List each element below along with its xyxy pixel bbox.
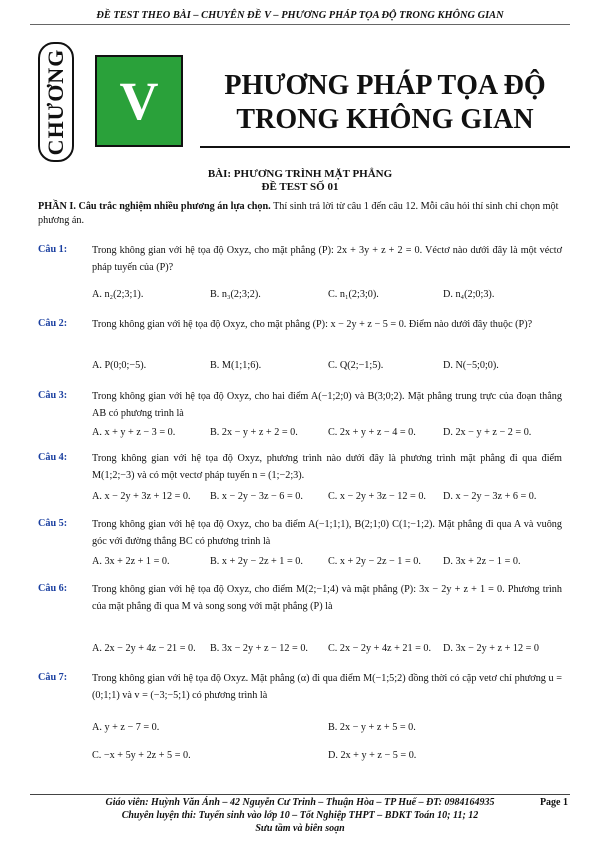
option-d[interactable]: D. 3x − 2y + z + 12 = 0: [443, 643, 539, 654]
option-c[interactable]: C. Q(2;−1;5).: [328, 360, 384, 371]
question-label: Câu 7:: [38, 672, 68, 683]
option-a[interactable]: A. 3x + 2z + 1 = 0.: [92, 556, 170, 567]
option-d[interactable]: D. n₄(2;0;3).: [443, 289, 495, 300]
option-d[interactable]: D. 3x + 2z − 1 = 0.: [443, 556, 521, 567]
footer-credit: Sưu tầm và biên soạn: [255, 823, 345, 834]
question-text: Trong không gian với hệ tọa độ Oxyz, cho ba điểm A(−1;1;1), B(2;1;0) C(1;−1;2). Mặt phẳng đi qua A và vuông góc với đường thẳng BC có phương trình là: [92, 519, 562, 547]
chapter-label: CHƯƠNG: [43, 48, 68, 156]
option-c[interactable]: C. x − 2y + 3z − 12 = 0.: [328, 491, 426, 502]
option-b[interactable]: B. x + 2y − 2z + 1 = 0.: [210, 556, 303, 567]
question-label: Câu 3:: [38, 390, 68, 401]
chapter-number: V: [95, 55, 183, 147]
question-label: Câu 6:: [38, 583, 68, 594]
option-c[interactable]: C. x + 2y − 2z − 1 = 0.: [328, 556, 421, 567]
option-a[interactable]: A. 2x − 2y + 4z − 21 = 0.: [92, 643, 196, 654]
option-b[interactable]: B. x − 2y − 3z − 6 = 0.: [210, 491, 303, 502]
option-d[interactable]: D. x − 2y − 3z + 6 = 0.: [443, 491, 537, 502]
footer-course-info: Chuyên luyện thi: Tuyển sinh vào lớp 10 – Tốt Nghiệp THPT – BDKT Toán 10; 11; 12: [121, 810, 479, 821]
part-instruction: Thí sinh trả lời từ câu 1 đến câu 12. Mỗi câu hỏi thí sinh chỉ chọn một phương án.: [38, 201, 559, 226]
footer-divider: [30, 794, 570, 795]
question-text: Trong không gian với hệ tọa độ Oxyz, cho mặt phẳng (P): 2x + 3y + z + 2 = 0. Véctơ nào dưới đây là một véctơ pháp tuyến của (P)?: [92, 245, 562, 273]
part-title: PHẦN I. Câu trắc nghiệm nhiều phương án lựa chọn.: [38, 201, 271, 212]
option-a[interactable]: A. x − 2y + 3z + 12 = 0.: [92, 491, 191, 502]
option-b[interactable]: B. n₃(2;3;2).: [210, 289, 261, 300]
chapter-label-box: [38, 42, 74, 162]
header-divider: [30, 24, 570, 25]
question-text: Trong không gian với hệ tọa độ Oxyz, phương trình nào dưới đây là phương trình mặt phẳng đi qua điểm M(1;2;−3) và có một vectơ pháp tuyến n = (1;−2;3).: [92, 453, 562, 481]
question-label: Câu 1:: [38, 244, 68, 255]
option-d[interactable]: D. 2x − y + z − 2 = 0.: [443, 427, 532, 438]
title-divider: [200, 146, 570, 148]
option-d[interactable]: D. 2x + y + z − 5 = 0.: [328, 750, 417, 761]
lesson-title: BÀI: PHƯƠNG TRÌNH MẶT PHẲNG: [207, 168, 393, 180]
option-a[interactable]: A. P(0;0;−5).: [92, 360, 147, 371]
option-c[interactable]: C. −x + 5y + 2z + 5 = 0.: [92, 750, 191, 761]
option-a[interactable]: A. x + y + z − 3 = 0.: [92, 427, 176, 438]
option-b[interactable]: B. M(1;1;6).: [210, 360, 262, 371]
option-d[interactable]: D. N(−5;0;0).: [443, 360, 499, 371]
option-b[interactable]: B. 2x − y + z + 5 = 0.: [328, 722, 416, 733]
option-c[interactable]: C. 2x − 2y + 4z + 21 = 0.: [328, 643, 432, 654]
part-heading: [38, 200, 568, 228]
question-text: Trong không gian với hệ tọa độ Oxyz, cho hai điểm A(−1;2;0) và B(3;0;2). Mặt phẳng trung trực của đoạn thẳng AB có phương trình là: [92, 391, 562, 419]
page-number: Page 1: [539, 797, 568, 808]
option-c[interactable]: C. n₁(2;3;0).: [328, 289, 379, 300]
question-label: Câu 4:: [38, 452, 68, 463]
question-label: Câu 2:: [38, 318, 68, 329]
page-header: ĐỀ TEST THEO BÀI – CHUYÊN ĐỀ V – PHƯƠNG PHÁP TỌA ĐỘ TRONG KHÔNG GIAN: [96, 10, 504, 21]
option-b[interactable]: B. 3x − 2y + z − 12 = 0.: [210, 643, 308, 654]
footer-teacher-info: Giáo viên: Huỳnh Văn Ánh – 42 Nguyễn Cư Trinh – Thuận Hòa – TP Huế – ĐT: 0984164935: [105, 797, 495, 808]
option-a[interactable]: A. y + z − 7 = 0.: [92, 722, 160, 733]
option-c[interactable]: C. 2x + y + z − 4 = 0.: [328, 427, 416, 438]
question-text: Trong không gian với hệ tọa độ Oxyz, cho điểm M(2;−1;4) và mặt phẳng (P): 3x − 2y + z + 1 = 0. Phương trình của mặt phẳng đi qua M và song song với mặt phẳng (P) là: [92, 584, 562, 612]
chapter-title-line2: TRONG KHÔNG GIAN: [236, 104, 534, 135]
question-label: Câu 5:: [38, 518, 68, 529]
option-a[interactable]: A. n₂(2;3;1).: [92, 289, 144, 300]
option-b[interactable]: B. 2x − y + z + 2 = 0.: [210, 427, 298, 438]
test-title: ĐỀ TEST SỐ 01: [261, 181, 339, 193]
question-text: Trong không gian với hệ tọa độ Oxyz, cho mặt phẳng (P): x − 2y + z − 5 = 0. Điểm nào dưới đây thuộc (P)?: [92, 319, 533, 330]
chapter-title-line1: PHƯƠNG PHÁP TỌA ĐỘ: [224, 70, 546, 101]
question-text: Trong không gian với hệ tọa độ Oxyz. Mặt phẳng (α) đi qua điểm M(−1;5;2) đồng thời có cặp vetơ chỉ phương u = (0;1;1) và v = (−3;−5;1) có phương trình là: [92, 673, 562, 701]
